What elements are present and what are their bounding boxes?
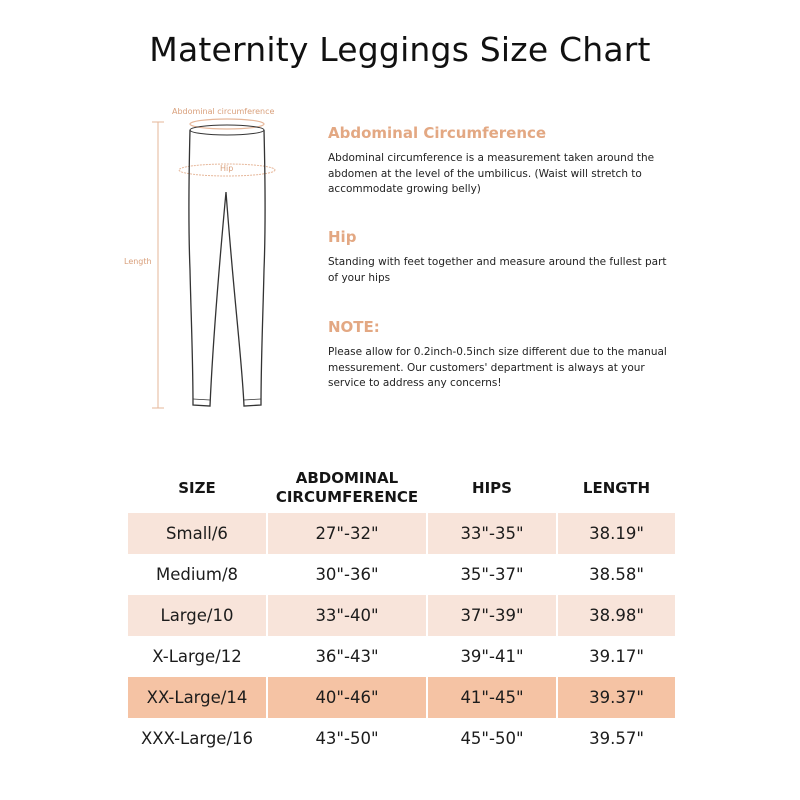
length-cell: 39.57" [558,718,675,759]
hip-description: Standing with feet together and measure around the fullest part of your hips [328,256,667,284]
hips-cell: 35"-37" [428,554,556,595]
hips-cell: 37"-39" [428,595,556,636]
table-row [128,636,673,677]
abdominal-cell: 40"-46" [268,677,426,718]
length-cell: 38.98" [558,595,675,636]
header-hips: HIPS [472,478,512,497]
header-length: LENGTH [582,478,651,497]
hips-cell: 33"-35" [428,513,556,554]
page-title: Maternity Leggings Size Chart [149,30,651,69]
table-header [128,463,673,513]
header-abdominal: ABDOMINAL CIRCUMFERENCE [275,469,419,506]
size-cell: XXX-Large/16 [128,718,266,759]
abdominal-description: Abdominal circumference is a measurement taken around the abdomen at the level of the umbilicus. (Waist will stretch to accommodate growing belly) [328,152,655,195]
hips-cell: 41"-45" [428,677,556,718]
note-description: Please allow for 0.2inch-0.5inch size different due to the manual messurement. Our customers' department is always at your service to address any concerns! [328,346,667,389]
table-row [128,677,673,718]
length-cell: 38.58" [558,554,675,595]
note-section [328,318,673,392]
hip-section [328,228,673,286]
abdominal-cell: 33"-40" [268,595,426,636]
hips-cell: 39"-41" [428,636,556,677]
size-cell: XX-Large/14 [128,677,266,718]
table-row [128,554,673,595]
leggings-diagram [110,100,320,420]
abdominal-circumference-label: Abdominal circumference [172,107,275,116]
abdominal-section [328,124,673,198]
size-cell: Large/10 [128,595,266,636]
hip-label: Hip [220,164,234,173]
hips-cell: 45"-50" [428,718,556,759]
header-size: SIZE [178,478,216,497]
abdominal-cell: 27"-32" [268,513,426,554]
abdominal-heading: Abdominal Circumference [328,124,547,142]
size-cell: X-Large/12 [128,636,266,677]
length-cell: 39.17" [558,636,675,677]
size-cell: Medium/8 [128,554,266,595]
size-table [128,463,673,759]
hip-heading: Hip [328,228,357,246]
size-cell: Small/6 [128,513,266,554]
abdominal-cell: 43"-50" [268,718,426,759]
abdominal-cell: 36"-43" [268,636,426,677]
abdominal-cell: 30"-36" [268,554,426,595]
note-heading: NOTE: [328,318,380,336]
table-row [128,718,673,759]
length-cell: 39.37" [558,677,675,718]
table-row [128,595,673,636]
length-cell: 38.19" [558,513,675,554]
table-row [128,513,673,554]
length-label: Length [124,257,152,266]
